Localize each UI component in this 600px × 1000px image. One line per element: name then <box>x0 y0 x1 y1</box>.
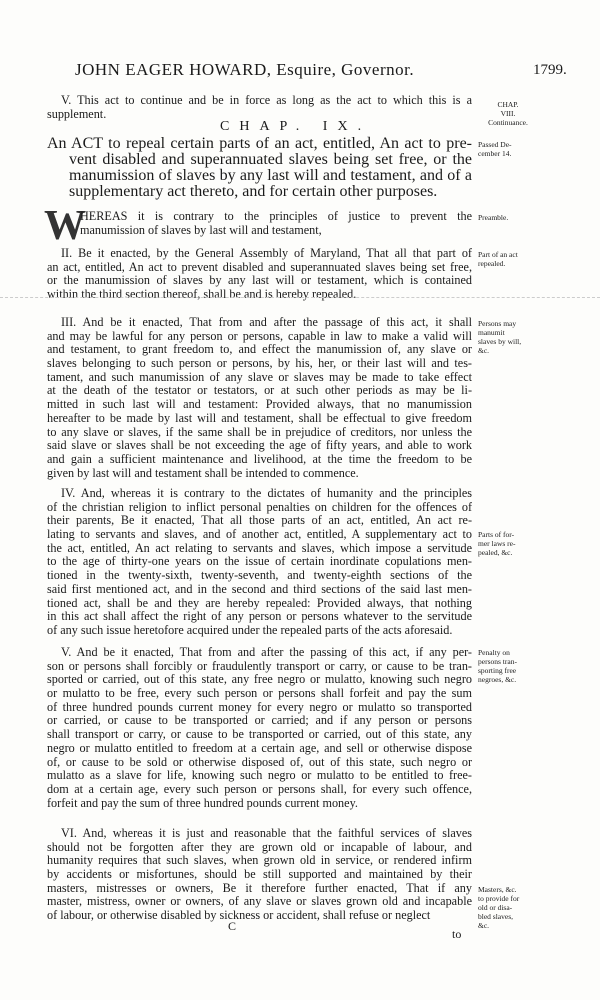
text-line: of labour, or otherwise disabled by sickness or accident, shall refuse or neglect <box>47 909 431 923</box>
margin-note-passed <box>478 140 538 158</box>
text-line: in this act shall affect the right of any person or persons whatever to the servitude <box>47 610 472 624</box>
text-line: within the third section thereof, shall be and is hereby repealed. <box>47 288 357 302</box>
text-line: forfeit and pay the sum of three hundred pounds current money. <box>47 796 358 810</box>
margin-note-line: cember 14. <box>478 149 512 158</box>
text-line: dom at a certain age, every such person or persons shall, for every such offence, <box>47 782 472 796</box>
margin-note-line: sporting free <box>478 666 517 675</box>
margin-note-chap-viii <box>478 100 538 127</box>
margin-note-line: bled slaves, <box>478 912 513 921</box>
margin-note-line: Persons may <box>478 319 517 328</box>
text-line: said slave or slaves shall be not exceeding the age of fifty years, and able to work <box>47 439 472 453</box>
text-line: mitted in such last will and testament: Provided always, that no manumission <box>47 398 472 412</box>
text-line: and may be lawful for any person or persons, capable in law to make a valid will <box>47 329 472 343</box>
margin-note-line: Part of an act <box>478 250 518 259</box>
scan-artifact-line <box>0 297 600 298</box>
text-line: slaves belonging to such person or persons, by his, her, or their last will and tes- <box>47 357 472 371</box>
text-line: negro or mulatto entitled to freedom at a certain age, and sell or otherwise dispose <box>47 741 472 755</box>
text-line: son or persons shall forcibly or fraudulently transport or carry, or cause to be tran- <box>47 659 472 673</box>
margin-note-line: Passed De- <box>478 140 512 149</box>
text-line: master, mistress, owner or owners, of any slave or slaves grown old and incapable <box>47 895 472 909</box>
margin-note-line: Penalty on <box>478 648 510 657</box>
text-line: of any such issue heretofore acquired under the repealed parts of the acts aforesaid. <box>47 623 453 637</box>
text-line: at the death of the testator or testators, or at such other periods as may be li- <box>47 384 472 398</box>
section-vi <box>47 827 472 923</box>
margin-note-line: &c. <box>478 346 490 355</box>
running-title: JOHN EAGER HOWARD, Esquire, Governor. <box>75 60 415 79</box>
margin-note-vi <box>478 885 538 930</box>
text-line: given by last will and testament shall be intended to commence. <box>47 466 359 480</box>
margin-note-line: old or disa- <box>478 903 513 912</box>
text-line: sported or carried, out of this state, any free negro or mulatto, knowing such negro <box>47 673 472 687</box>
section-iii <box>47 316 472 480</box>
margin-note-preamble <box>478 213 538 222</box>
text-line: should not be forgotten after they are grown old or incapable of labour, and <box>47 840 472 854</box>
year: 1799. <box>533 62 567 78</box>
text-line: HEREAS it is contrary to the principles of justice to prevent the <box>80 210 472 223</box>
text-line: tioned act, shall be and they are hereby repealed: Provided always, that nothing <box>47 596 472 610</box>
text-line: masters, mistresses or owners, Be it therefore further enacted, That if any <box>47 881 472 895</box>
text-line: of the christian religion to inflict personal penalties on children for the offences of <box>47 500 472 514</box>
text-line: and gain a sufficient maintenance and livelihood, at the time the freedom to be <box>47 452 472 466</box>
drop-cap: W <box>44 203 86 249</box>
margin-note-line: Masters, &c. <box>478 885 517 894</box>
margin-note-line: persons tran- <box>478 657 517 666</box>
margin-note-line: Continuance. <box>488 118 528 127</box>
text-line: shall transport or carry, or cause to be transported or carried, out of this state, any <box>47 728 472 742</box>
text-line: tioned in the twenty-sixth, twenty-seventh, and twenty-eighth sections of the <box>47 569 472 583</box>
text-line: or carried, or cause to be transported or carried; and if any person or persons <box>47 714 472 728</box>
text-line: an act, entitled, An act to prevent disabled and superannuated slaves being set free, <box>47 260 472 274</box>
margin-note-line: to provide for <box>478 894 520 903</box>
text-line: manumission of slaves by last will and testament, <box>80 223 322 237</box>
text-line: III. And be it enacted, That from and after the passage of this act, it shall <box>61 316 472 329</box>
margin-note-iii <box>478 319 538 355</box>
margin-note-ii <box>478 250 538 268</box>
text-line: or the manumission of slaves by any last will or testament, which is contained <box>47 274 472 288</box>
text-line: or mulatto to be free, every such person or persons shall forfeit and pay the sum <box>47 687 472 701</box>
margin-note-line: manumit <box>478 328 505 337</box>
text-line: to the age of thirty-one years on the issue of certain inordinate copulations men- <box>47 555 472 569</box>
text-line: their parents, Be it enacted, That all those parts of an act, entitled, An act re- <box>47 514 472 528</box>
text-line: IV. And, whereas it is contrary to the dictates of humanity and the principles <box>61 487 472 500</box>
margin-note-v <box>478 648 538 684</box>
text-line: mulatto as a slave for life, knowing such negro or mulatto to be entitled to free- <box>47 769 472 783</box>
text-line: supplement. <box>47 107 107 121</box>
margin-note-line: Parts of for- <box>478 530 515 539</box>
margin-note-line: negroes, &c. <box>478 675 517 684</box>
text-line: hereafter to be made by last will and testament, shall be effectual to give freedom <box>47 411 472 425</box>
margin-note-line: mer laws re- <box>478 539 516 548</box>
section-v <box>47 646 472 810</box>
text-line: vent disabled and superannuated slaves being set free, or the <box>69 152 472 168</box>
text-line: VI. And, whereas it is just and reasonable that the faithful services of slaves <box>61 827 472 840</box>
chapter-heading: CHAP. IX. <box>220 119 372 134</box>
margin-note-line: &c. <box>478 921 490 930</box>
preamble <box>80 210 472 237</box>
margin-note-line: slaves by will, <box>478 337 522 346</box>
text-line: humanity requires that such slaves, when grown old in service, or rendered infirm <box>47 854 472 868</box>
text-line: and testament, to grant freedom to, and effect the manumission of, any slave or <box>47 343 472 357</box>
text-line: manumission of slaves by any last will and testament, and of a <box>69 168 472 184</box>
text-line: to any slave or slaves, if the same shall be in prejudice of creditors, nor unless the <box>47 425 472 439</box>
catchword: to <box>452 927 462 941</box>
text-line: tament, and such manumission of any slave or slaves may be made to take effect <box>47 370 472 384</box>
margin-note-line: repealed. <box>478 259 506 268</box>
section-v-previous <box>47 94 472 121</box>
signature-mark: C <box>228 919 237 933</box>
text-line: supplementary act thereto, and for certain other purposes. <box>69 184 438 200</box>
section-ii <box>47 247 472 302</box>
text-line: the act, entitled, An act relating to servants and slaves, which impose a servitude <box>47 541 472 555</box>
section-iv <box>47 487 472 638</box>
text-line: of three hundred pounds current money for every negro or mulatto so transported <box>47 700 472 714</box>
text-line: V. And be it enacted, That from and after the passing of this act, if any per- <box>61 646 472 659</box>
text-line: by accidents or misfortunes, should be still supported and maintained by their <box>47 868 472 882</box>
text-line: II. Be it enacted, by the General Assembly of Maryland, That all that part of <box>61 247 472 260</box>
act-title <box>47 136 472 200</box>
text-line: lating to servants and slaves, and of another act, entitled, A supplementary act to <box>47 528 472 542</box>
text-line: said first mentioned act, and in the second and third sections of the said last men- <box>47 582 472 596</box>
text-line: V. This act to continue and be in force as long as the act to which this is a <box>61 94 472 107</box>
margin-note-line: pealed, &c. <box>478 548 513 557</box>
margin-note-line: CHAP. <box>497 100 519 109</box>
text-line: of, or cause to be sold or otherwise disposed of, out of this state, such negro or <box>47 755 472 769</box>
margin-note-line: VIII. <box>500 109 516 118</box>
text-line: An ACT to repeal certain parts of an act, entitled, An act to pre- <box>47 136 472 152</box>
margin-note-line: Preamble. <box>478 213 509 222</box>
margin-note-iv <box>478 530 538 557</box>
